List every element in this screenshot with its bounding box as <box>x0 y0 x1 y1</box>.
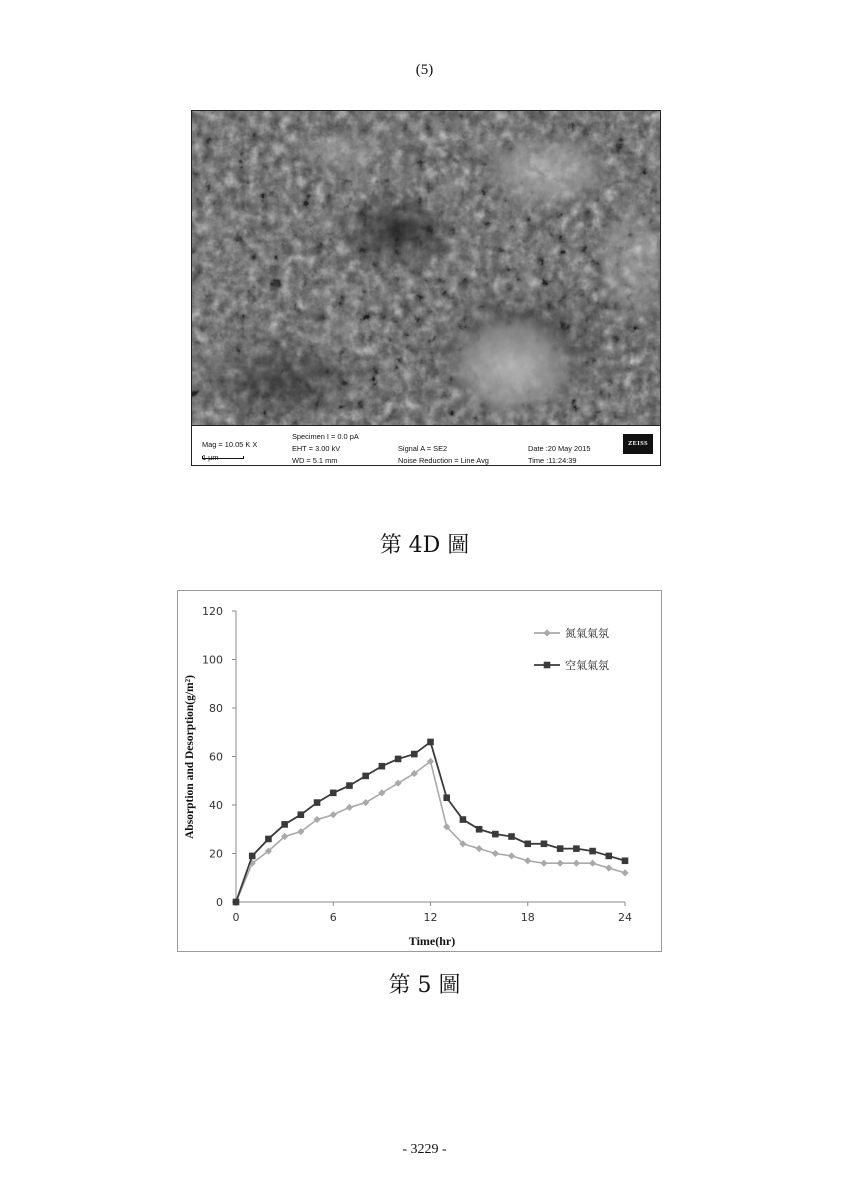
y-tick-labels <box>202 605 236 909</box>
data-point <box>411 751 418 758</box>
x-tick-label: 12 <box>423 911 438 924</box>
data-point <box>573 860 580 867</box>
data-point <box>557 845 564 852</box>
data-point <box>346 782 353 789</box>
data-point <box>395 756 402 763</box>
data-point <box>249 853 256 860</box>
legend-item-2 <box>534 658 609 672</box>
data-point <box>524 841 531 848</box>
data-point <box>362 773 369 780</box>
y-tick-label: 80 <box>209 702 223 715</box>
data-point <box>379 763 386 770</box>
absorption-desorption-chart <box>177 590 662 952</box>
data-point <box>589 860 596 867</box>
data-point <box>605 853 612 860</box>
y-tick-label: 20 <box>209 847 223 861</box>
sem-date: Date :20 May 2015 <box>528 444 591 453</box>
data-point <box>622 857 629 864</box>
legend-label: 氮氣氣氛 <box>565 627 609 640</box>
data-point <box>281 821 288 828</box>
sem-signal: Signal A = SE2 <box>398 444 448 453</box>
sem-specimen-current: Specimen I = 0.0 pA <box>292 432 359 441</box>
y-tick-label: 0 <box>216 896 223 909</box>
sem-working-distance: WD = 5.1 mm <box>292 456 338 465</box>
chart-legend <box>534 626 609 672</box>
data-point <box>541 841 548 848</box>
chart-series <box>232 739 628 906</box>
y-tick-label: 60 <box>209 750 223 764</box>
x-tick-label: 24 <box>618 911 632 924</box>
data-point <box>330 790 337 797</box>
data-point <box>508 833 515 840</box>
data-point <box>233 899 240 906</box>
x-tick-label: 18 <box>520 911 535 924</box>
data-point <box>621 869 628 876</box>
sem-scale-label: 1 µm <box>202 453 219 462</box>
data-point <box>265 836 272 843</box>
figure-4d-caption: 第 4D 圖 <box>379 533 470 558</box>
legend-label: 空氣氣氛 <box>565 659 609 672</box>
y-tick-label: 100 <box>202 653 223 667</box>
sem-info-bar <box>192 425 660 466</box>
x-tick-label: 6 <box>329 911 337 924</box>
data-point <box>543 629 550 636</box>
x-tick-label: 0 <box>232 911 240 924</box>
zeiss-logo: ZEISS <box>623 434 653 454</box>
figure-5-caption: 第 5 圖 <box>388 973 461 998</box>
chart-axes <box>236 611 625 902</box>
series-1 <box>232 758 628 906</box>
figure-page-label: (5) <box>415 62 434 78</box>
data-point <box>476 845 483 852</box>
data-point <box>589 848 596 855</box>
legend-item-1 <box>534 626 609 640</box>
data-point <box>544 662 551 669</box>
y-axis-title: Absorption and Desorption(g/m²) <box>184 675 196 839</box>
series-line <box>236 761 625 902</box>
data-point <box>476 826 483 833</box>
y-tick-label: 120 <box>202 605 223 618</box>
series-line <box>236 742 625 902</box>
data-point <box>314 799 321 806</box>
sem-noise-reduction: Noise Reduction = Line Avg <box>398 456 489 465</box>
data-point <box>605 864 612 871</box>
data-point <box>492 850 499 857</box>
data-point <box>508 852 515 859</box>
data-point <box>427 739 434 746</box>
sem-scale-bar <box>202 456 244 459</box>
data-point <box>460 816 467 823</box>
y-axis-title-group <box>184 675 196 839</box>
data-point <box>557 860 564 867</box>
sem-micrograph-image <box>192 111 660 425</box>
sem-micrograph-figure <box>191 110 661 466</box>
data-point <box>378 789 385 796</box>
data-point <box>346 804 353 811</box>
x-tick-labels <box>233 902 633 924</box>
sem-time: Time :11:24:39 <box>528 456 577 465</box>
x-axis-title: Time(hr) <box>408 934 456 948</box>
data-point <box>573 845 580 852</box>
y-tick-label: 40 <box>209 799 223 812</box>
sem-eht: EHT = 3.00 kV <box>292 444 341 453</box>
data-point <box>298 811 305 818</box>
chart-canvas <box>178 591 661 951</box>
data-point <box>330 811 337 818</box>
page-number: - 3229 - <box>402 1142 447 1157</box>
data-point <box>524 857 531 864</box>
sem-magnification: Mag = 10.05 K X <box>202 440 258 449</box>
data-point <box>492 831 499 838</box>
data-point <box>394 780 401 787</box>
data-point <box>540 860 547 867</box>
data-point <box>443 794 450 801</box>
data-point <box>362 799 369 806</box>
